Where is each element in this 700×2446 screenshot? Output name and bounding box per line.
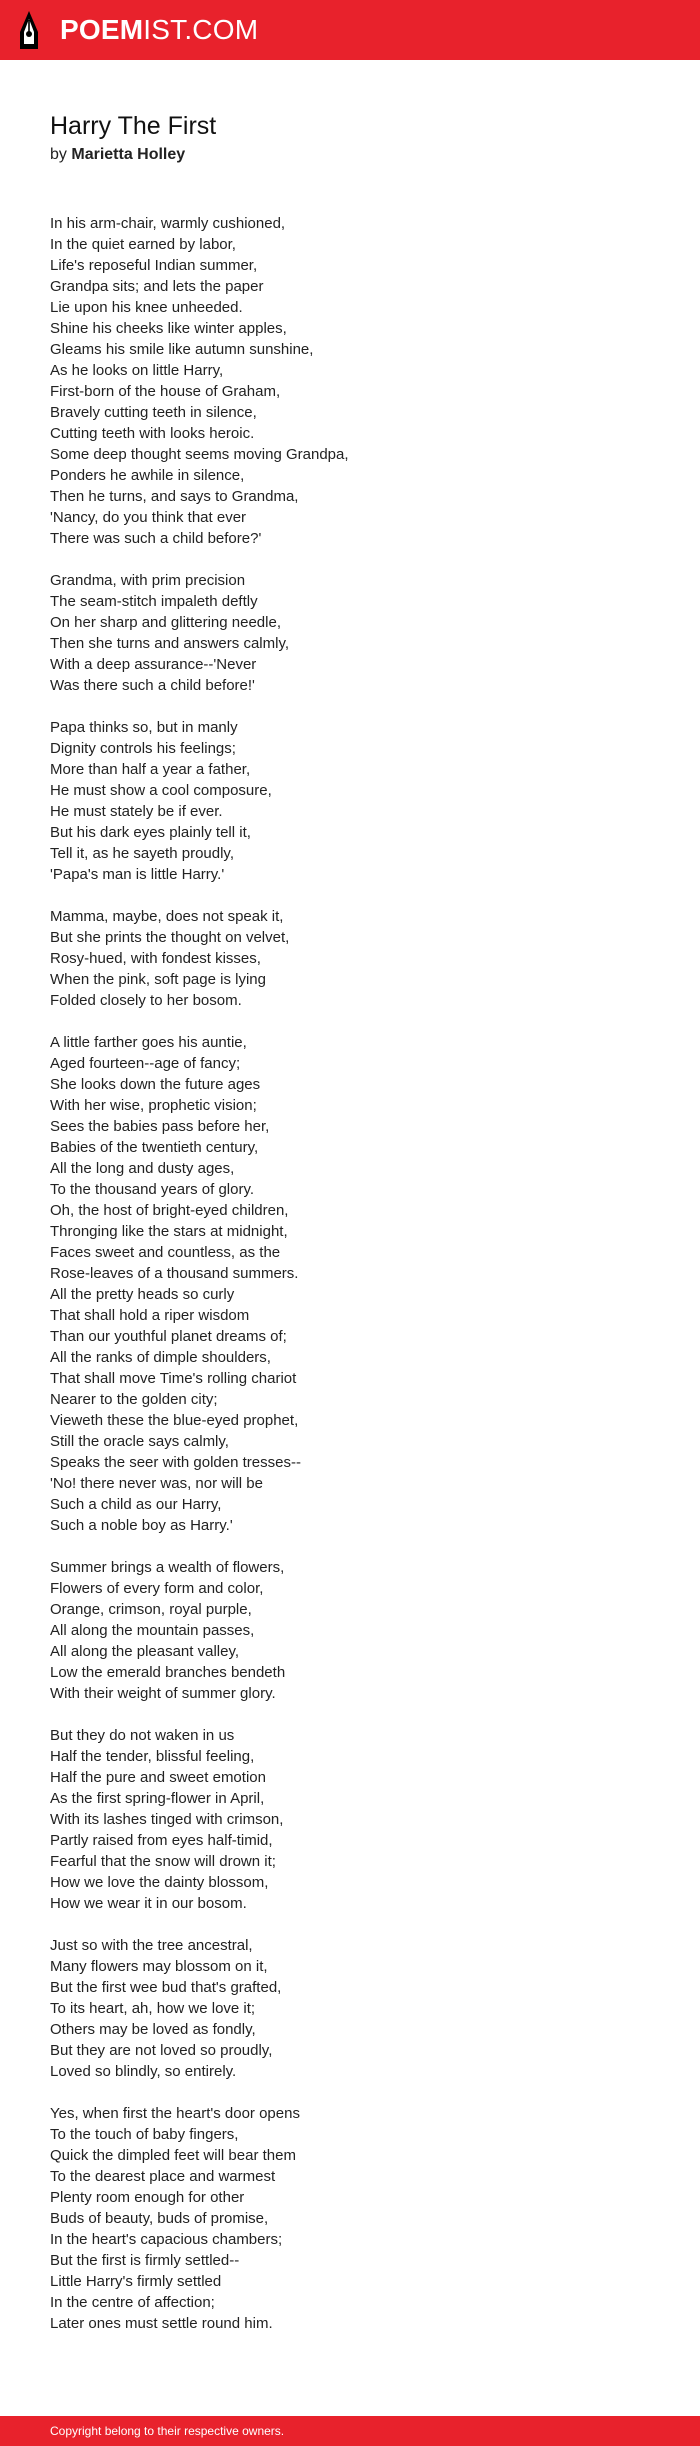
poem-line: 'No! there never was, nor will be — [50, 1475, 263, 1492]
poem-line: Half the pure and sweet emotion — [50, 1769, 266, 1786]
byline-prefix: by — [50, 146, 67, 163]
site-logo-link[interactable] — [18, 10, 258, 50]
poem-line: Than our youthful planet dreams of; — [50, 1328, 287, 1345]
poem-line: Orange, crimson, royal purple, — [50, 1601, 252, 1618]
poem-line: He must show a cool composure, — [50, 782, 272, 799]
poem-line: But the first wee bud that's grafted, — [50, 1979, 282, 1996]
poem-line: Flowers of every form and color, — [50, 1580, 264, 1597]
poem-line: All the pretty heads so curly — [50, 1286, 235, 1303]
poem-line: All the long and dusty ages, — [50, 1160, 235, 1177]
poem-line: First-born of the house of Graham, — [50, 383, 281, 400]
poem-line: Nearer to the golden city; — [50, 1391, 218, 1408]
poem-line: When the pink, soft page is lying — [50, 971, 266, 988]
poem-byline — [50, 144, 650, 166]
poem-line: But the first is firmly settled-- — [50, 2252, 240, 2269]
poem-line: Oh, the host of bright-eyed children, — [50, 1202, 289, 1219]
poem-line: Was there such a child before!' — [50, 677, 255, 694]
poem-line: Grandma, with prim precision — [50, 572, 246, 589]
poem-line: How we love the dainty blossom, — [50, 1874, 269, 1891]
poem-line: As the first spring-flower in April, — [50, 1790, 265, 1807]
poem-line: Life's reposeful Indian summer, — [50, 257, 258, 274]
logo-wordmark — [60, 16, 258, 44]
poem-line: With its lashes tinged with crimson, — [50, 1811, 284, 1828]
poem-line: As he looks on little Harry, — [50, 362, 224, 379]
site-footer — [0, 2416, 700, 2446]
poem-line: 'Papa's man is little Harry.' — [50, 866, 225, 883]
poem-line: Aged fourteen--age of fancy; — [50, 1055, 241, 1072]
poem-line: Such a child as our Harry, — [50, 1496, 222, 1513]
poem-line: Plenty room enough for other — [50, 2189, 245, 2206]
poem-line: Then he turns, and says to Grandma, — [50, 488, 299, 505]
poem-line: Papa thinks so, but in manly — [50, 719, 238, 736]
poem-line: Sees the babies pass before her, — [50, 1118, 270, 1135]
logo-wordmark-light: IST.COM — [143, 14, 259, 45]
poem-line: That shall move Time's rolling chariot — [50, 1370, 297, 1387]
poem-line: Half the tender, blissful feeling, — [50, 1748, 255, 1765]
poem-line: On her sharp and glittering needle, — [50, 614, 281, 631]
poem-line: To the dearest place and warmest — [50, 2168, 276, 2185]
poem-line: In the centre of affection; — [50, 2294, 215, 2311]
poem-line: He must stately be if ever. — [50, 803, 223, 820]
poem-stanza — [50, 2103, 650, 2334]
poem-line: Vieweth these the blue-eyed prophet, — [50, 1412, 299, 1429]
poem-line: With a deep assurance--'Never — [50, 656, 257, 673]
poem-line: In the quiet earned by labor, — [50, 236, 236, 253]
poem-line: Faces sweet and countless, as the — [50, 1244, 281, 1261]
poem-line: With their weight of summer glory. — [50, 1685, 276, 1702]
poem-body — [50, 213, 650, 2334]
poem-line: Quick the dimpled feet will bear them — [50, 2147, 296, 2164]
poem-line: All along the mountain passes, — [50, 1622, 255, 1639]
poem-stanza — [50, 1725, 650, 1914]
poem-line: The seam-stitch impaleth deftly — [50, 593, 258, 610]
poem-content — [50, 110, 650, 2355]
poem-stanza — [50, 570, 650, 696]
poem-line: Low the emerald branches bendeth — [50, 1664, 286, 1681]
poem-line: To the thousand years of glory. — [50, 1181, 255, 1198]
poem-line: Thronging like the stars at midnight, — [50, 1223, 288, 1240]
poem-line: Fearful that the snow will drown it; — [50, 1853, 276, 1870]
poem-line: In his arm-chair, warmly cushioned, — [50, 215, 286, 232]
poem-line: In the heart's capacious chambers; — [50, 2231, 283, 2248]
poem-stanza — [50, 1032, 650, 1536]
poem-stanza — [50, 1935, 650, 2082]
poem-line: How we wear it in our bosom. — [50, 1895, 247, 1912]
poem-line: But they are not loved so proudly, — [50, 2042, 273, 2059]
pen-nib-icon — [18, 10, 40, 50]
poem-line: There was such a child before?' — [50, 530, 262, 547]
poem-line: Shine his cheeks like winter apples, — [50, 320, 287, 337]
poem-line: But she prints the thought on velvet, — [50, 929, 290, 946]
poem-line: With her wise, prophetic vision; — [50, 1097, 257, 1114]
poem-line: All the ranks of dimple shoulders, — [50, 1349, 271, 1366]
poem-line: Lie upon his knee unheeded. — [50, 299, 243, 316]
poem-line: Dignity controls his feelings; — [50, 740, 236, 757]
poem-line: More than half a year a father, — [50, 761, 251, 778]
poem-line: Loved so blindly, so entirely. — [50, 2063, 237, 2080]
poem-line: Then she turns and answers calmly, — [50, 635, 289, 652]
poem-line: Rosy-hued, with fondest kisses, — [50, 950, 261, 967]
copyright-text: Copyright belong to their respective owners. — [50, 2424, 285, 2438]
poem-line: Later ones must settle round him. — [50, 2315, 273, 2332]
poem-line: Speaks the seer with golden tresses-- — [50, 1454, 301, 1471]
poem-line: Others may be loved as fondly, — [50, 2021, 256, 2038]
poem-line: Cutting teeth with looks heroic. — [50, 425, 255, 442]
poem-line: Gleams his smile like autumn sunshine, — [50, 341, 314, 358]
poem-line: Babies of the twentieth century, — [50, 1139, 259, 1156]
poem-line: Tell it, as he sayeth proudly, — [50, 845, 234, 862]
poem-line: Many flowers may blossom on it, — [50, 1958, 268, 1975]
poem-line: To the touch of baby fingers, — [50, 2126, 239, 2143]
poem-stanza — [50, 717, 650, 885]
poem-line: 'Nancy, do you think that ever — [50, 509, 247, 526]
poem-line: All along the pleasant valley, — [50, 1643, 240, 1660]
poem-line: Folded closely to her bosom. — [50, 992, 242, 1009]
poem-line: Some deep thought seems moving Grandpa, — [50, 446, 349, 463]
poem-line: But his dark eyes plainly tell it, — [50, 824, 251, 841]
poem-line: Grandpa sits; and lets the paper — [50, 278, 264, 295]
poem-line: But they do not waken in us — [50, 1727, 235, 1744]
poem-line: A little farther goes his auntie, — [50, 1034, 247, 1051]
poem-line: Summer brings a wealth of flowers, — [50, 1559, 285, 1576]
poem-stanza — [50, 1557, 650, 1704]
poem-line: Still the oracle says calmly, — [50, 1433, 229, 1450]
poem-line: Yes, when first the heart's door opens — [50, 2105, 300, 2122]
poem-line: Little Harry's firmly settled — [50, 2273, 222, 2290]
poem-line: Such a noble boy as Harry.' — [50, 1517, 233, 1534]
poem-line: That shall hold a riper wisdom — [50, 1307, 250, 1324]
poem-line: Just so with the tree ancestral, — [50, 1937, 253, 1954]
poem-line: To its heart, ah, how we love it; — [50, 2000, 256, 2017]
poem-line: Ponders he awhile in silence, — [50, 467, 245, 484]
site-header — [0, 0, 700, 60]
poem-line: Mamma, maybe, does not speak it, — [50, 908, 284, 925]
poem-stanza — [50, 213, 650, 549]
poem-line: Rose-leaves of a thousand summers. — [50, 1265, 299, 1282]
poem-stanza — [50, 906, 650, 1011]
poem-line: She looks down the future ages — [50, 1076, 261, 1093]
author-link[interactable]: Marietta Holley — [71, 146, 186, 163]
poem-line: Buds of beauty, buds of promise, — [50, 2210, 269, 2227]
poem-line: Partly raised from eyes half-timid, — [50, 1832, 273, 1849]
logo-wordmark-bold: POEM — [60, 14, 144, 45]
poem-title: Harry The First — [50, 112, 217, 140]
poem-line: Bravely cutting teeth in silence, — [50, 404, 257, 421]
